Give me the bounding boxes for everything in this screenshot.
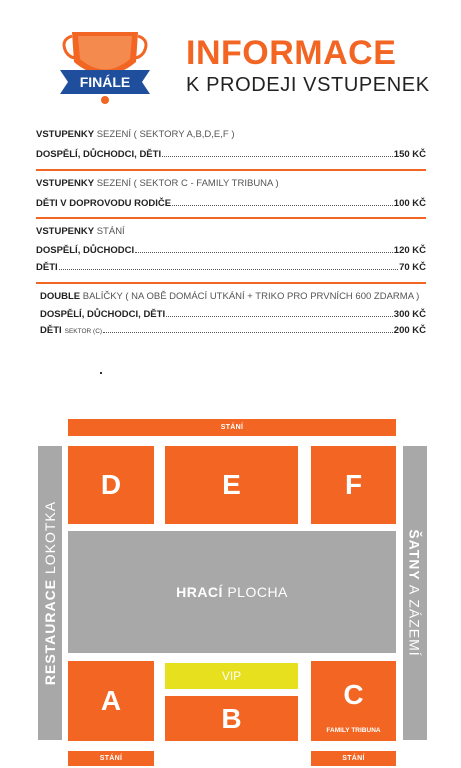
orange-divider xyxy=(36,282,426,284)
logo-text: FINÁLE xyxy=(79,74,131,90)
vip-area: VIP xyxy=(165,663,298,689)
price-value: 100 KČ xyxy=(393,198,426,209)
price-section-family xyxy=(36,177,426,211)
price-value: 150 KČ xyxy=(393,149,426,160)
price-value: 300 KČ xyxy=(393,309,426,320)
price-label: DOSPĚLÍ, DŮCHODCI, DĚTI xyxy=(36,149,162,160)
price-row xyxy=(40,324,426,338)
dot-leader xyxy=(135,252,393,253)
section-heading: VSTUPENKY STÁNÍ xyxy=(36,226,125,237)
satny-label: ŠATNY A ZÁZEMÍ xyxy=(407,529,424,657)
restaurace-lokotka-block xyxy=(38,446,62,740)
dot-leader xyxy=(162,156,393,157)
sector-a: A xyxy=(68,661,154,741)
standing-bottom-right: STÁNÍ xyxy=(311,751,396,766)
price-row xyxy=(36,244,426,258)
playing-field-label: HRACÍ PLOCHA xyxy=(176,584,288,600)
standing-bottom-left: STÁNÍ xyxy=(68,751,154,766)
price-row xyxy=(40,308,426,322)
page-title: INFORMACE xyxy=(186,34,397,72)
price-row xyxy=(36,148,426,162)
page-subtitle: K PRODEJI VSTUPENEK xyxy=(186,74,430,96)
family-tribuna-label: FAMILY TRIBUNA xyxy=(326,727,381,734)
playing-field xyxy=(68,531,396,653)
price-section-standing xyxy=(36,225,426,275)
price-section-double xyxy=(40,290,426,338)
price-row xyxy=(36,197,426,211)
price-row xyxy=(36,261,426,275)
section-heading: VSTUPENKY SEZENÍ ( SEKTOR C - FAMILY TRIBUNA ) xyxy=(36,178,279,189)
dot-leader xyxy=(59,269,398,270)
dot-leader xyxy=(166,316,393,317)
section-heading: DOUBLE BALÍČKY ( NA OBĚ DOMÁCÍ UTKÁNÍ + TRIKO PRO PRVNÍCH 600 ZDARMA ) xyxy=(40,291,420,302)
price-label: DOSPĚLÍ, DŮCHODCI xyxy=(36,245,135,256)
stray-dot xyxy=(100,372,102,374)
section-heading: VSTUPENKY SEZENÍ ( SEKTORY A,B,D,E,F ) xyxy=(36,129,235,140)
price-label: DOSPĚLÍ, DŮCHODCI, DĚTI xyxy=(40,309,166,320)
finale-trophy-logo xyxy=(56,26,154,106)
price-label: DĚTI xyxy=(36,262,58,273)
sector-f: F xyxy=(311,446,396,524)
price-note: SEKTOR (C) xyxy=(64,328,103,335)
orange-divider xyxy=(36,169,426,171)
satny-zazemi-block xyxy=(403,446,427,740)
price-section-seating xyxy=(36,128,426,162)
price-value: 200 KČ xyxy=(393,325,426,336)
dot-leader xyxy=(103,332,393,333)
price-value: 70 KČ xyxy=(399,262,426,273)
sector-e: E xyxy=(165,446,298,524)
standing-top: STÁNÍ xyxy=(68,419,396,436)
sector-c: C FAMILY TRIBUNA xyxy=(311,661,396,741)
price-label: DĚTI V DOPROVODU RODIČE xyxy=(36,198,172,209)
price-value: 120 KČ xyxy=(393,245,426,256)
restaurace-label: RESTAURACE LOKOTKA xyxy=(42,500,59,686)
sector-d: D xyxy=(68,446,154,524)
dot-leader xyxy=(172,205,393,206)
orange-divider xyxy=(36,217,426,219)
sector-b: B xyxy=(165,696,298,741)
price-label: DĚTI xyxy=(40,325,62,336)
